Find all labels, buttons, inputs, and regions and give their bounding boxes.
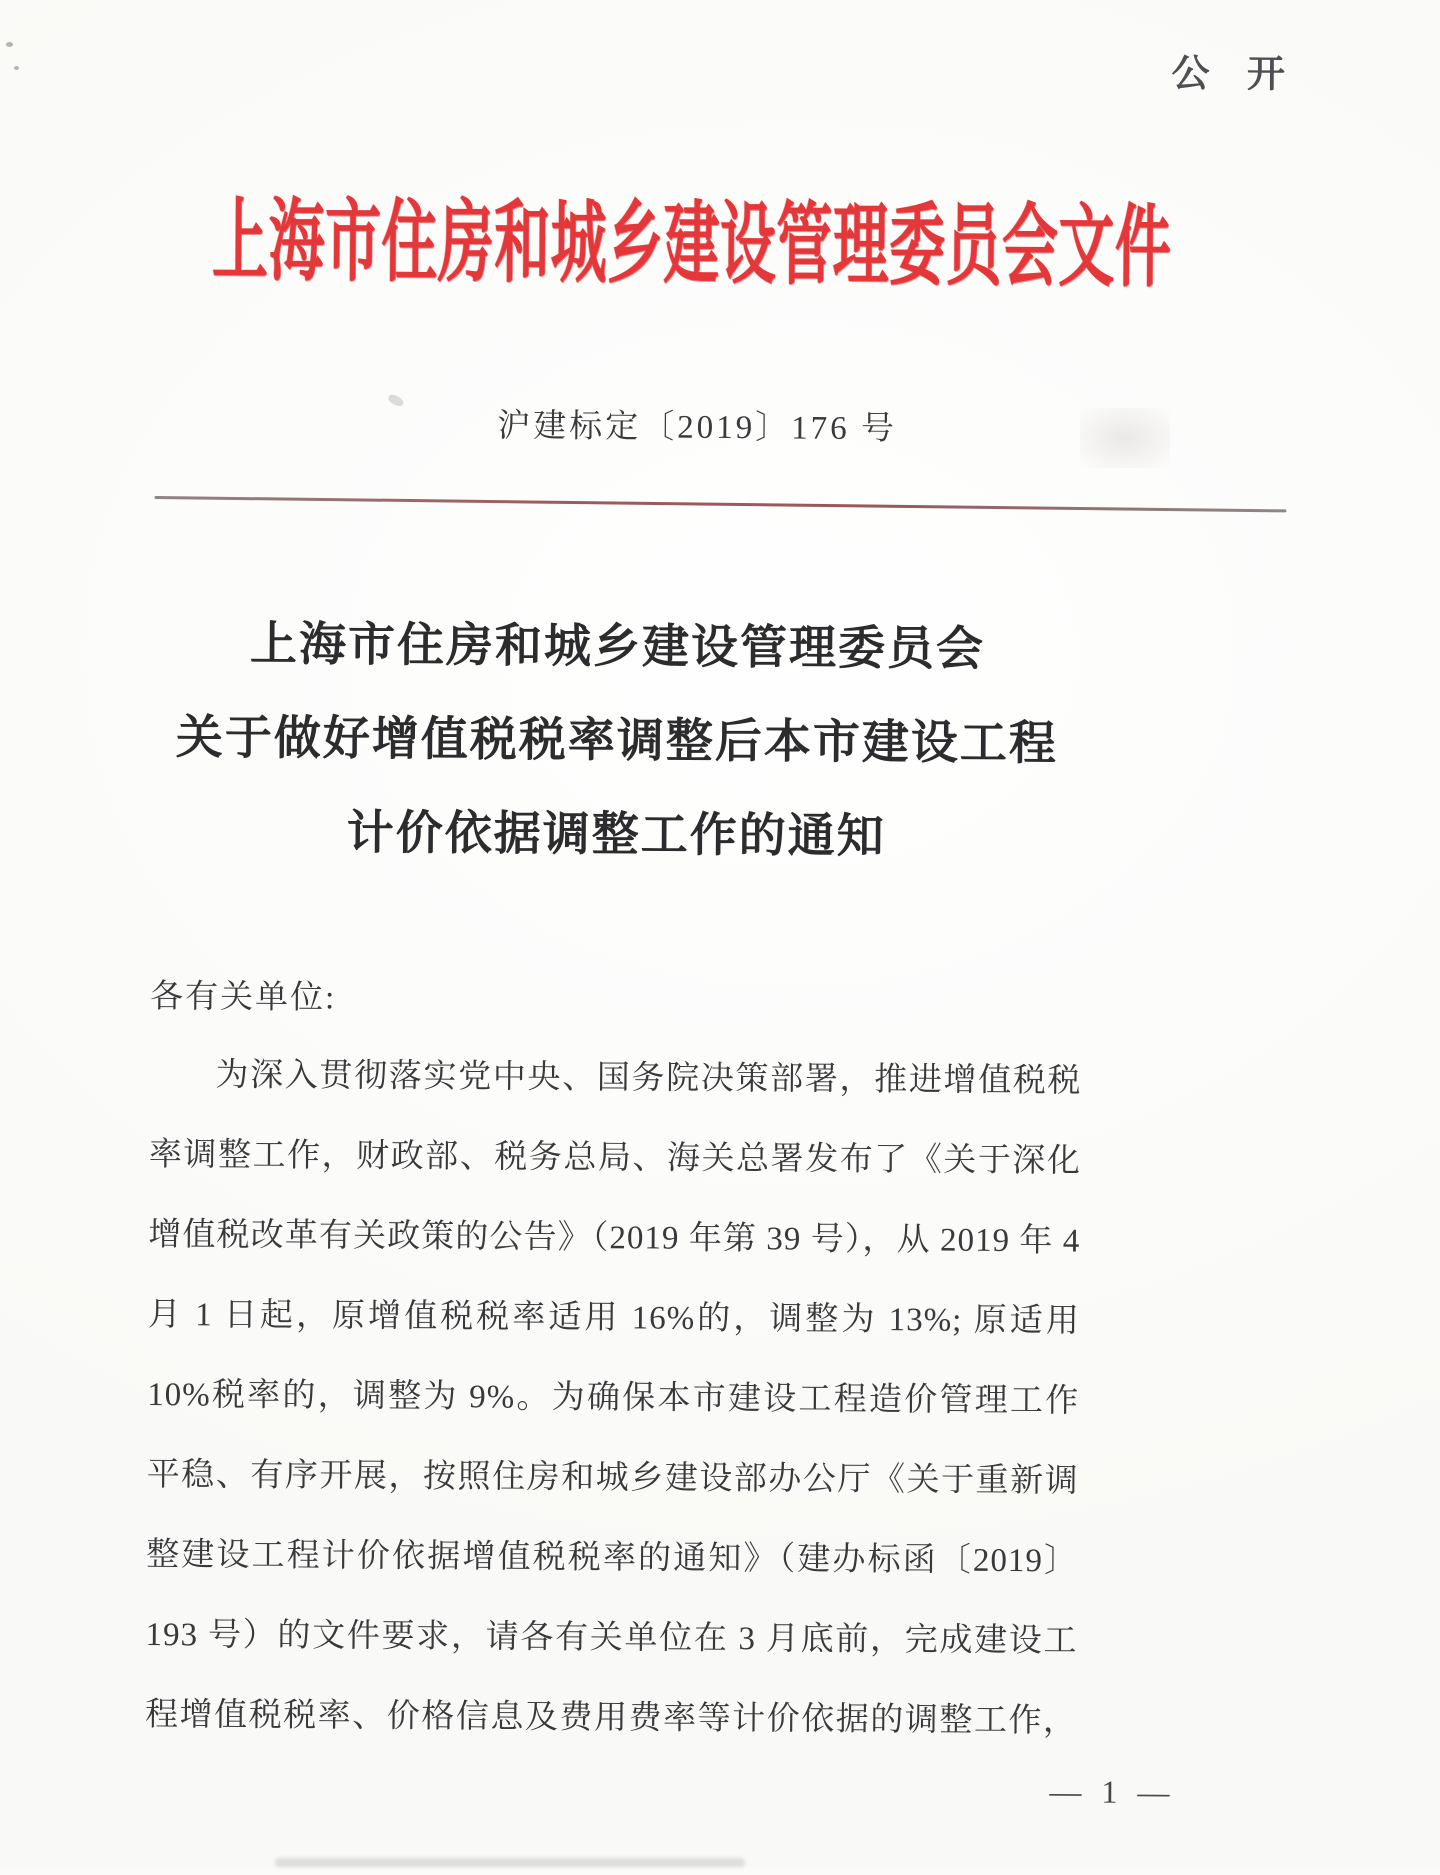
page-number: — 1 — [1049, 1773, 1175, 1811]
scan-speck [14, 66, 19, 70]
letterhead-org-title: 上海市住房和城乡建设管理委员会文件 [212, 167, 1172, 304]
document-body [145, 959, 1083, 1761]
body-text-line: 10%税率的，调整为 9%。为确保本市建设工程造价管理工作 [147, 1355, 1080, 1442]
body-text-line: 193 号）的文件要求，请各有关单位在 3 月底前，完成建设工 [145, 1595, 1078, 1682]
body-text-line: 月 1 日起，原增值税税率适用 16%的，调整为 13%; 原适用 [148, 1275, 1081, 1362]
document-title-line: 计价依据调整工作的通知 [0, 783, 1336, 887]
document-title-line: 关于做好增值税税率调整后本市建设工程 [0, 689, 1337, 793]
document-title [0, 595, 1338, 887]
body-text-line: 整建设工程计价依据增值税税率的通知》（建办标函〔2019〕 [146, 1515, 1079, 1602]
document-number: 沪建标定〔2019〕176 号 [0, 396, 1417, 453]
salutation-line: 各有关单位: [150, 959, 1083, 1042]
body-text-line: 增值税改革有关政策的公告》（2019 年第 39 号），从 2019 年 4 [148, 1195, 1081, 1282]
body-text-line: 程增值税税率、价格信息及费用费率等计价依据的调整工作， [145, 1675, 1078, 1762]
letterhead [0, 165, 1359, 305]
letterhead-divider-rule [155, 496, 1287, 512]
scan-speck [6, 42, 13, 47]
scan-edge-shadow [275, 1858, 745, 1867]
body-text-line: 率调整工作，财政部、税务总局、海关总署发布了《关于深化 [149, 1115, 1082, 1202]
scan-smudge [1080, 408, 1170, 468]
body-text-line: 平稳、有序开展，按照住房和城乡建设部办公厅《关于重新调 [146, 1435, 1079, 1522]
document-title-line: 上海市住房和城乡建设管理委员会 [0, 595, 1338, 699]
classification-marking: 公 开 [1171, 42, 1299, 98]
body-text-line: 为深入贯彻落实党中央、国务院决策部署，推进增值税税 [149, 1035, 1082, 1122]
